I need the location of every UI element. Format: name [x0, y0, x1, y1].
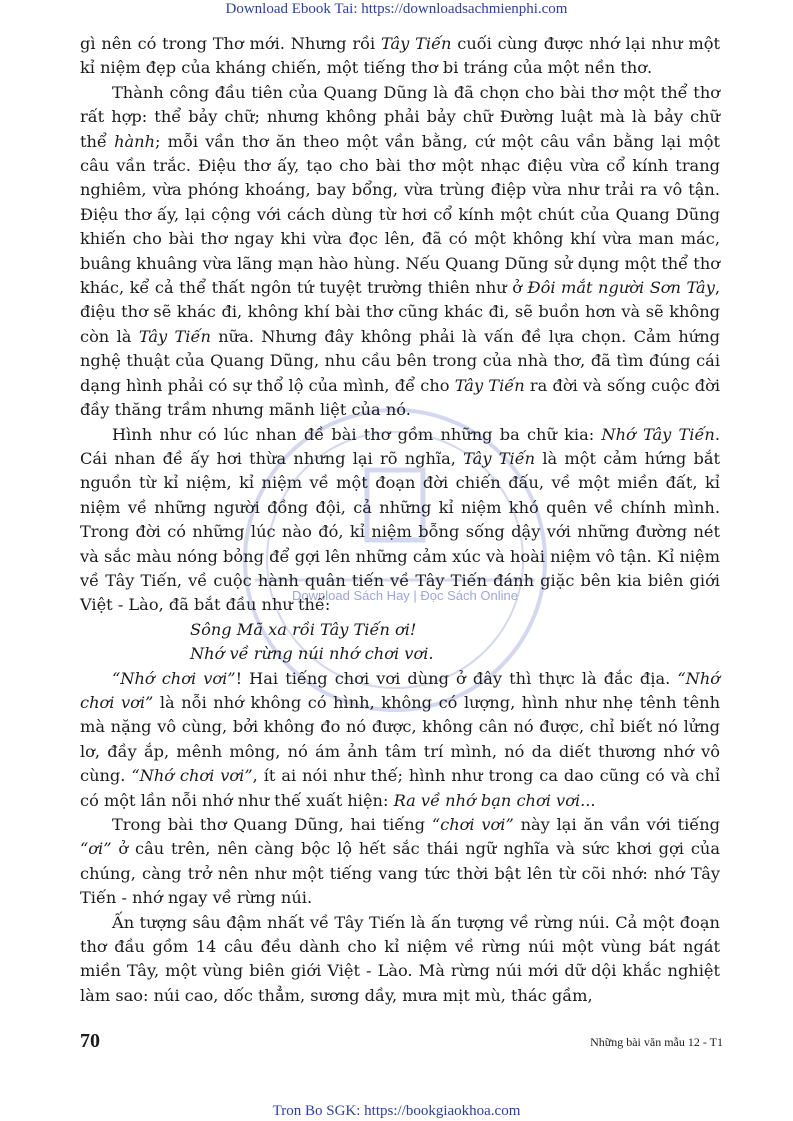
page-number: 70	[80, 1030, 100, 1052]
paragraph-5: Trong bài thơ Quang Dũng, hai tiếng “chơi vơi” này lại ăn vần với tiếng “ơi” ở câu trên, nên càng bộc lộ hết sắc thái ngữ nghĩa và sức khơi gợi của chúng, càng trở nên như một tiếng vang tức thời bật lên từ cõi nhớ: nhớ Tây Tiến - nhớ ngay về rừng núi.	[80, 815, 720, 908]
paragraph-6: Ấn tượng sâu đậm nhất về Tây Tiến là ấn tượng về rừng núi. Cả một đoạn thơ đầu gồm 14 câu đều dành cho kỉ niệm về rừng núi một vùng bát ngát miền Tây, một vùng biên giới Việt - Lào. Mà rừng núi mới dữ dội khắc nghiệt làm sao: núi cao, dốc thẳm, sương dầy, mưa mịt mù, thác gầm,	[80, 912, 720, 1005]
paragraph-1: gì nên có trong Thơ mới. Nhưng rồi Tây Tiến cuối cùng được nhớ lại như một kỉ niệm đẹp của kháng chiến, một tiếng thơ bi tráng của một nền thơ.	[80, 34, 720, 78]
verse-line: Nhớ về rừng núi nhớ chơi vơi.	[190, 644, 434, 664]
watermark-text: Download Sách Hay | Đọc Sách Online	[292, 588, 518, 603]
paragraph-3: Hình như có lúc nhan đề bài thơ gồm những ba chữ kia: Nhớ Tây Tiến. Cái nhan đề ấy hơi thừa nhưng lại rõ nghĩa, Tây Tiến là một cảm hứng bắt nguồn từ kỉ niệm, kỉ niệm về một đoạn đời chiến đấu, về một miền đất, kỉ niệm về những người đồng đội, cả những kỉ niệm khó quên về chính mình. Trong đời có những lúc nào đó, kỉ niệm bỗng sống dậy với những đường nét và sắc màu nóng bỏng để gợi lên những cảm xúc và hoài niệm vô tận. Kỉ niệm về Tây Tiến, về cuộc hành quân tiến về Tây Tiến đánh giặc bên kia biên giới Việt - Lào, đã bắt đầu như thế:	[80, 424, 721, 615]
paragraph-2: Thành công đầu tiên của Quang Dũng là đã chọn cho bài thơ một thể thơ rất hợp: thể bảy chữ; nhưng không phải bảy chữ Đường luật mà là bảy chữ thể hành; mỗi vần thơ ăn theo một vần bằng, cứ một câu vần bằng lại một câu vần trắc. Điệu thơ ấy, tạo cho bài thơ một nhạc điệu vừa cổ kính trang nghiêm, vừa phóng khoáng, bay bổng, vừa trùng điệp vừa như trải ra vô tận. Điệu thơ ấy, lại cộng với cách dùng từ hơi cổ kính một chút của Quang Dũng khiến cho bài thơ ngay khi vừa đọc lên, đã có một không khí vừa man mác, buâng khuâng vừa lãng mạn hào hùng. Nếu Quang Dũng sử dụng một thể thơ khác, kể cả thể thất ngôn tứ tuyệt trường thiên như ở Đôi mắt người Sơn Tây, điệu thơ sẽ khác đi, không khí bài thơ cũng khác đi, sẽ buồn hơn và sẽ không còn là Tây Tiến nữa. Nhưng đây không phải là vấn đề lựa chọn. Cảm hứng nghệ thuật của Quang Dũng, nhu cầu bên trong của nhà thơ, đã tìm đúng cái dạng hình phải có sự thổ lộ của mình, để cho Tây Tiến ra đời và sống cuộc đời đầy thăng trầm nhưng mãnh liệt của nó.	[80, 82, 721, 420]
paragraph-4: “Nhớ chơi vơi”! Hai tiếng chơi vơi dùng ở đây thì thực là đắc địa. “Nhớ chơi vơi” là nỗi nhớ không có hình, không có lượng, hình như nhẹ tênh tênh mà nặng vô cùng, bởi không đo nó được, không cân nó được, chỉ biết nó lửng lơ, đầy ắp, mênh mông, nó ám ảnh tâm trí mình, nó da diết thương nhớ vô cùng. “Nhớ chơi vơi”, ít ai nói như thế; hình như trong ca dao cũng có và chỉ có một lần nỗi nhớ như thế xuất hiện: Ra về nhớ bạn chơi vơi...	[80, 668, 720, 810]
document-body	[80, 32, 720, 1008]
top-download-banner[interactable]: Download Ebook Tai: https://downloadsachmienphi.com	[225, 1, 568, 17]
bottom-sgk-banner[interactable]: Tron Bo SGK: https://bookgiaokhoa.com	[272, 1103, 521, 1119]
verse-line: Sông Mã xa rồi Tây Tiến ơi!	[190, 619, 417, 639]
book-title-footer: Những bài văn mẫu 12 - T1	[590, 1035, 723, 1049]
verse-quote	[80, 618, 720, 667]
